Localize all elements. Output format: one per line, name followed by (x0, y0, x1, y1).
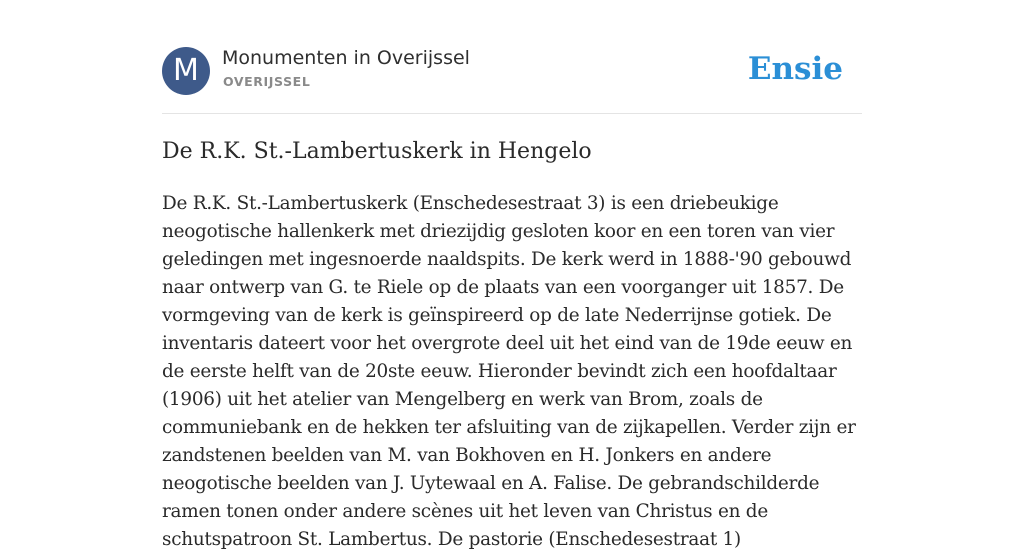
source-category: OVERIJSSEL (223, 74, 311, 89)
source-name-link[interactable]: Monumenten in Overijssel (222, 47, 470, 69)
article-body: De R.K. St.-Lambertuskerk (Enschedesestraat 3) is een driebeukige neogotische hallenkerk met driezijdig gesloten koor en een toren van vier geledingen met ingesnoerde naaldspits. De kerk werd in 1888-'90 gebouwd naar ontwerp van G. te Riele op de plaats van een voorganger uit 1857. De vormgeving van de kerk is geïnspireerd op de late Nederrijnse gotiek. De inventaris dateert voor het overgrote deel uit het eind van de 19de eeuw en de eerste helft van de 20ste eeuw. Hieronder bevindt zich een hoofdaltaar (1906) uit het atelier van Mengelberg en werk van Brom, zoals de communiebank en de hekken ter afsluiting van de zijkapellen. Verder zijn er zandstenen beelden van M. van Bokhoven en H. Jonkers en andere neogotische beelden van J. Uytewaal en A. Falise. De gebrandschilderde ramen tonen onder andere scènes uit het leven van Christus en de schutspatroon St. Lambertus. De pastorie (Enschedesestraat 1) (162, 193, 856, 550)
article-title: De R.K. St.-Lambertuskerk in Hengelo (162, 139, 592, 164)
header (162, 47, 862, 95)
header-divider (162, 113, 862, 114)
avatar[interactable]: M (162, 47, 210, 95)
brand-logo-link[interactable]: Ensie (747, 51, 843, 87)
